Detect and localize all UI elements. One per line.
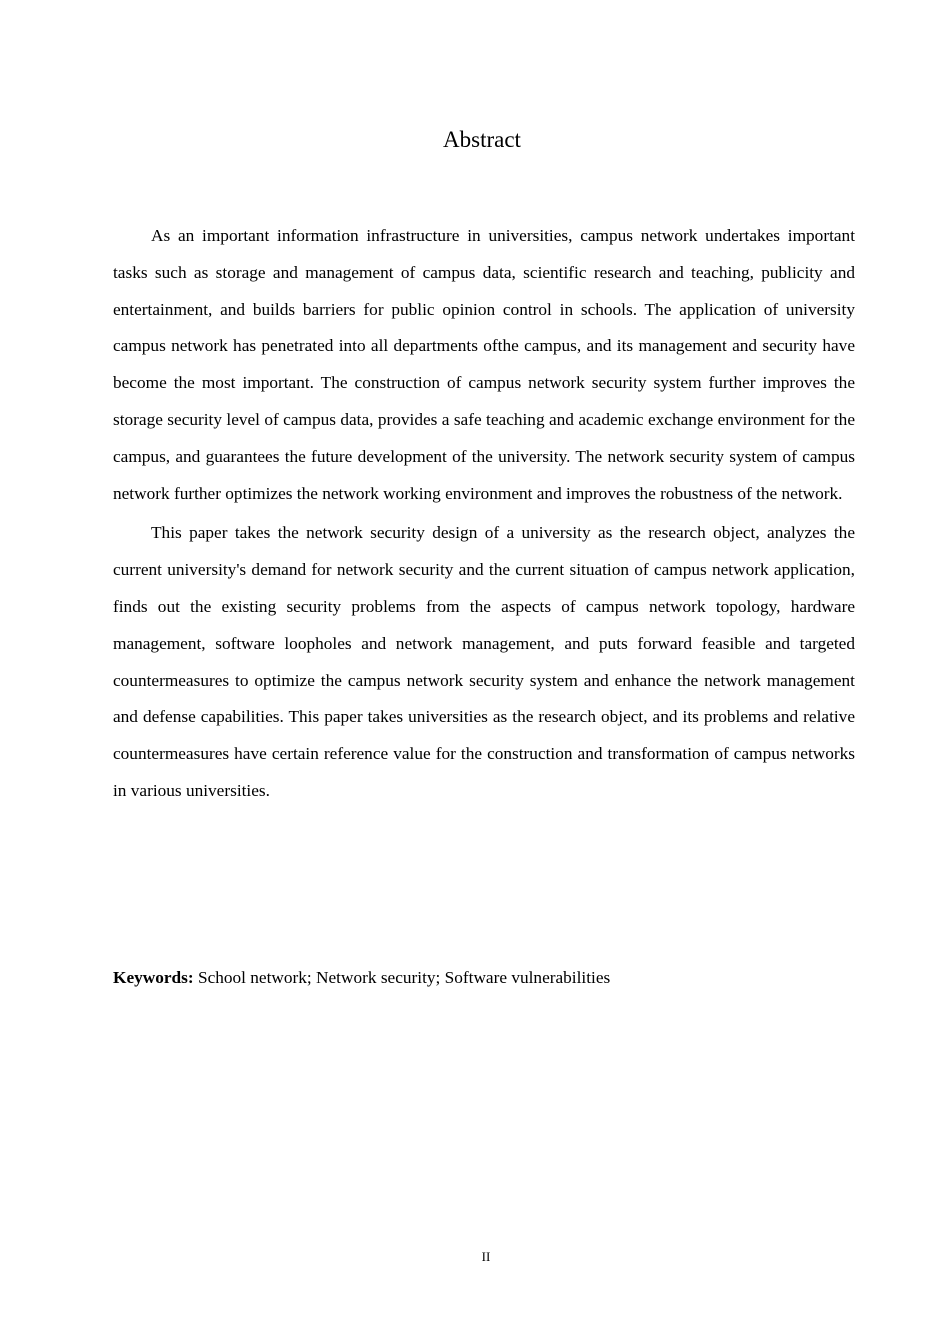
page-number: II [481,1249,491,1264]
abstract-paragraph-1: As an important information infrastructure in universities, campus network undertakes important tasks such as storage and management of campus data, scientific research and teaching, publicity and entertainment, and builds barriers for public opinion control in schools. The application of university campus network has penetrated into all departments ofthe campus, and its management and security have become the most important. The construction of campus network security system further improves the storage security level of campus data, provides a safe teaching and academic exchange environment for the campus, and guarantees the future development of the university. The network security system of campus network further optimizes the network working environment and improves the robustness of the network. [113,226,855,503]
keywords-line [113,964,855,992]
abstract-title: Abstract [443,127,521,152]
keywords-text: School network; Network security; Software vulnerabilities [193,968,611,987]
keywords-label: Keywords: [113,968,194,987]
abstract-body [113,218,855,813]
abstract-paragraph-2: This paper takes the network security design of a university as the research object, analyzes the current university's demand for network security and the current situation of campus network application, finds out the existing security problems from the aspects of campus network topology, hardware management, software loopholes and network management, and puts forward feasible and targeted countermeasures to optimize the campus network security system and enhance the network management and defense capabilities. This paper takes universities as the research object, and its problems and relative countermeasures have certain reference value for the construction and transformation of campus networks in various universities. [113,523,855,800]
